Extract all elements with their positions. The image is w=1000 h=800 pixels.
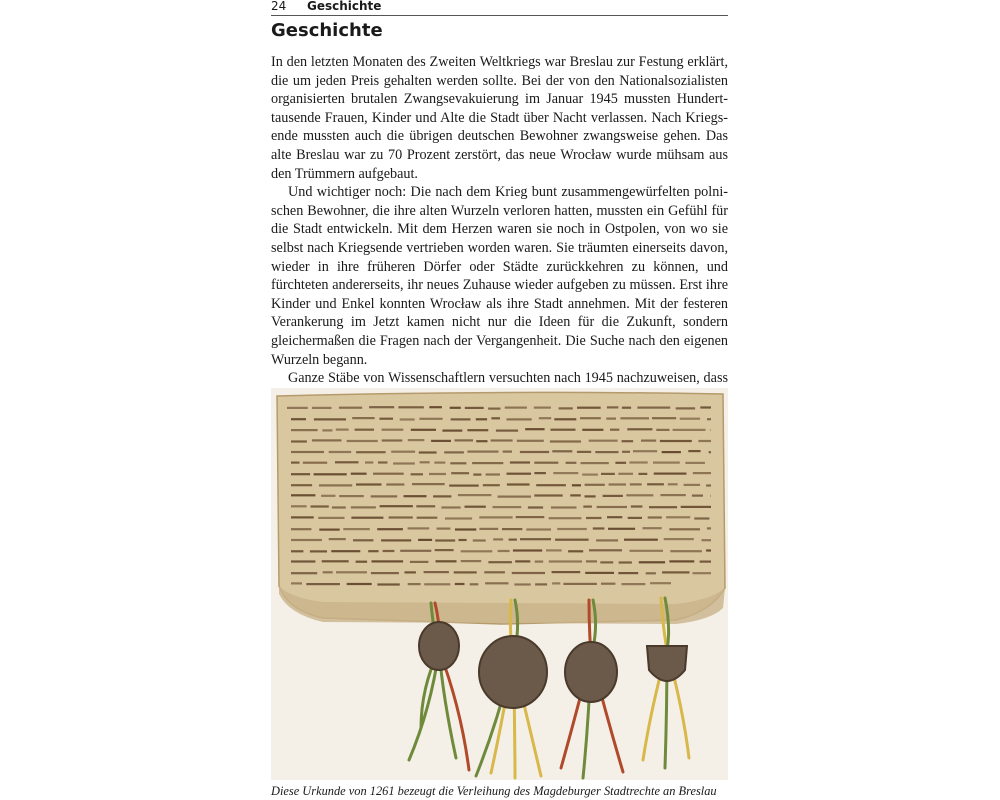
charter-figure [271, 388, 728, 780]
page-number: 24 [271, 0, 287, 13]
seal-cords [409, 598, 689, 778]
seal [479, 636, 547, 708]
figure-caption: Diese Urkunde von 1261 bezeugt die Verleihung des Magdeburger Stadtrechte an Breslau [271, 784, 717, 798]
section-title: Geschichte [271, 20, 383, 41]
body-text [271, 53, 728, 425]
paragraph: Und wichtiger noch: Die nach dem Krieg bunt zusammengewürfelten polnischen Bewohner, die ihre alten Wurzeln verloren hatten, mussten ein Gefühl für die Stadt entwickeln. Mit dem Herzen waren sie noch in Ostpolen, von wo sie selbst nach Kriegsende vertrieben worden waren. Sie träumten einerseits davon, wieder in ihre früheren Dörfer oder Städte zurückkehren zu können, und fürchteten andererseits, ihr neues Zuhause wieder aufgeben zu müssen. Erst ihre Kinder und Enkel konnten Wrocław als ihre Stadt annehmen. Mit der festeren Verankerung im Jetzt kamen nicht nur die Ideen für die Zukunft, sondern gleichermaßen die Fragen nach der Vergangenheit. Die Suche nach den eigenen Wurzeln begann. [271, 184, 728, 368]
charter-image [271, 388, 728, 780]
seal [419, 622, 459, 670]
paragraph: Ganze Stäbe von Wissenschaftlern versuchten nach 1945 nachzuweisen, dass [288, 370, 728, 387]
running-title: Geschichte [307, 0, 382, 13]
running-header [271, 0, 728, 16]
seal [647, 646, 687, 681]
seal [565, 642, 617, 702]
paragraph: In den letzten Monaten des Zweiten Weltkriegs war Breslau zur Festung erklärt, die um jeden Preis gehalten werden sollte. Bei der von den Nationalsozialisten organisierten brutalen Zwangsevakuierung im Januar 1945 mussten Hunderttausende Frauen, Kinder und Alte die Stadt über Nacht verlassen. Nach Kriegsende mussten auch die übrigen deutschen Bewohner zwangsweise gehen. Das alte Breslau war zu 70 Prozent zerstört, das neue Wrocław wurde mühsam aus den Trümmern aufgebaut. [271, 54, 728, 182]
